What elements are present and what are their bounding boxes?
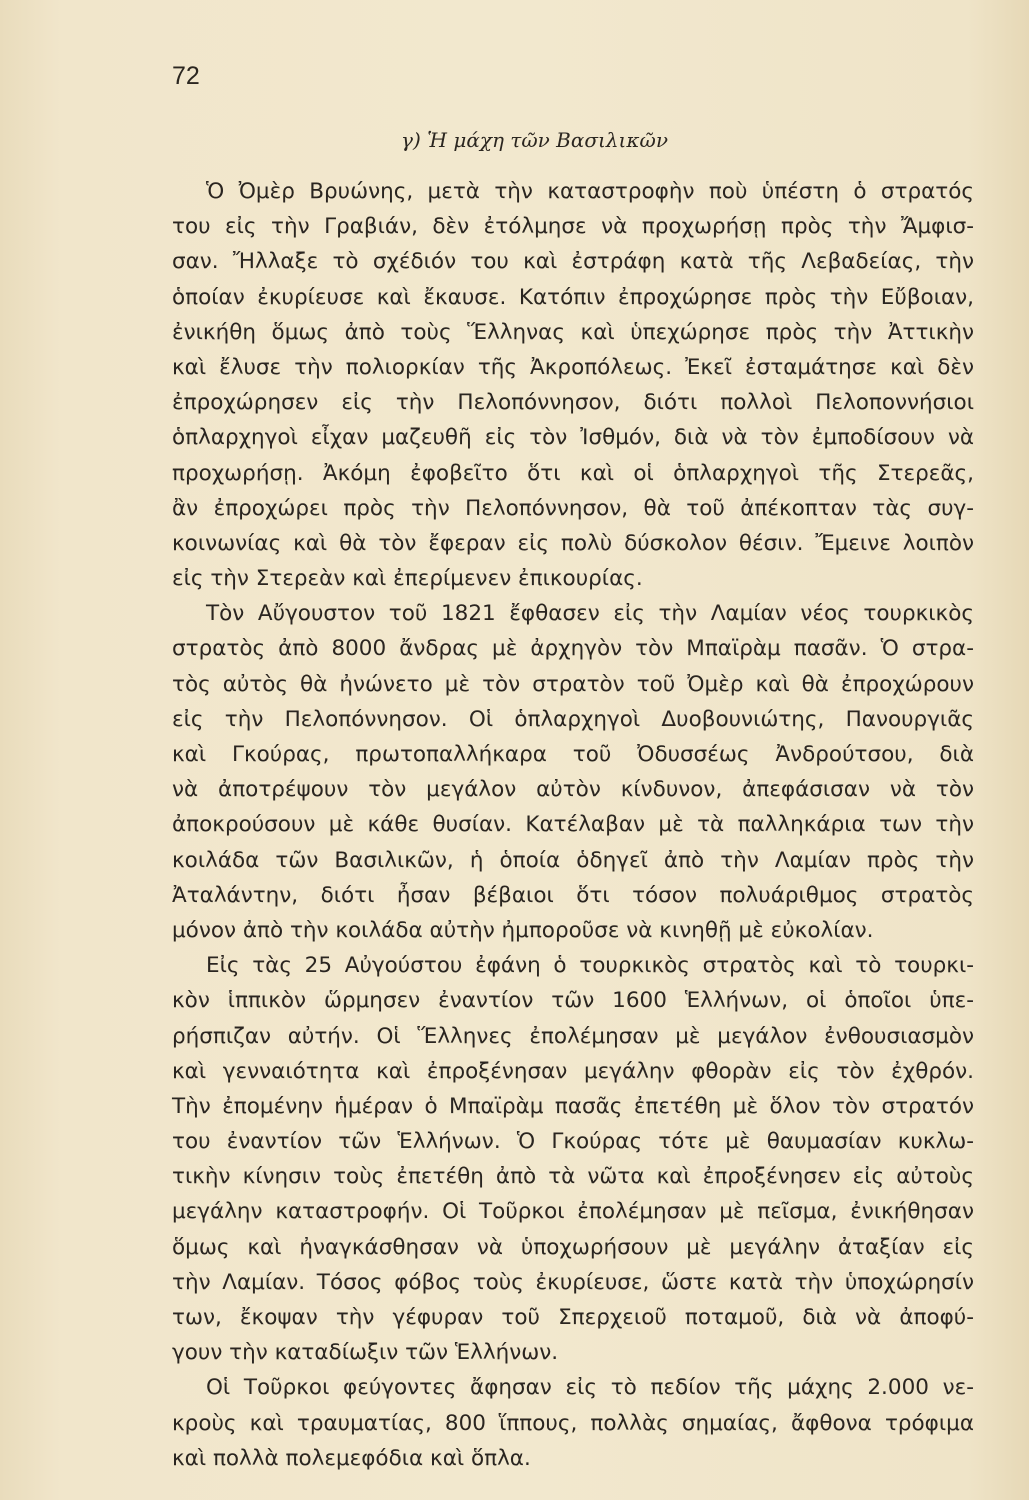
- text-line: ρήσπιζαν αὐτήν. Οἱ Ἕλληνες ἐπολέμησαν μὲ μεγάλον ἐνθουσιασμὸν: [172, 1023, 974, 1049]
- text-line: εἰς τὴν Στερεὰν καὶ ἐπερίμενεν ἐπικουρίας.: [172, 566, 643, 592]
- page-number: 72: [172, 62, 200, 90]
- text-line: κοιλάδα τῶν Βασιλικῶν, ἡ ὁποία ὁδηγεῖ ἀπὸ τὴν Λαμίαν πρὸς τὴν: [172, 847, 974, 873]
- text-line: καὶ πολλὰ πολεμεφόδια καὶ ὅπλα.: [172, 1445, 531, 1471]
- text-line: τικὴν κίνησιν τοὺς ἐπετέθη ἀπὸ τὰ νῶτα καὶ ἐπροξένησεν εἰς αὐτοὺς: [172, 1164, 974, 1190]
- text-line: καὶ ἔλυσε τὴν πολιορκίαν τῆς Ἀκροπόλεως. Ἐκεῖ ἐσταμάτησε καὶ δὲν: [172, 354, 974, 380]
- text-line: του εἰς τὴν Γραβιάν, δὲν ἐτόλμησε νὰ προχωρήσῃ πρὸς τὴν Ἄμφισ-: [172, 214, 974, 240]
- text-line: ἐπροχώρησεν εἰς τὴν Πελοπόννησον, διότι πολλοὶ Πελοποννήσιοι: [172, 390, 974, 416]
- text-line: Τὴν ἐπομένην ἡμέραν ὁ Μπαϊρὰμ πασᾶς ἐπετέθη μὲ ὅλον τὸν στρατόν: [172, 1093, 974, 1119]
- text-line: ὁπλαρχηγοὶ εἶχαν μαζευθῆ εἰς τὸν Ἰσθμόν, διὰ νὰ τὸν ἐμποδίσουν νὰ: [172, 425, 974, 451]
- body-text: [172, 174, 974, 1476]
- text-line: σαν. Ἤλλαξε τὸ σχέδιόν του καὶ ἐστράφη κατὰ τῆς Λεβαδείας, τὴν: [172, 249, 974, 275]
- text-line: τὸς αὐτὸς θὰ ἠνώνετο μὲ τὸν στρατὸν τοῦ Ὀμὲρ καὶ θὰ ἐπροχώρουν: [172, 671, 974, 697]
- text-line: καὶ Γκούρας, πρωτοπαλλήκαρα τοῦ Ὀδυσσέως Ἀνδρούτσου, διὰ: [172, 742, 974, 767]
- text-line: γουν τὴν καταδίωξιν τῶν Ἑλλήνων.: [172, 1340, 559, 1366]
- text-line: μεγάλην καταστροφήν. Οἱ Τοῦρκοι ἐπολέμησαν μὲ πεῖσμα, ἐνικήθησαν: [172, 1199, 974, 1225]
- text-line: μόνον ἀπὸ τὴν κοιλάδα αὐτὴν ἠμποροῦσε νὰ κινηθῇ μὲ εὐκολίαν.: [172, 917, 874, 943]
- text-line: νὰ ἀποτρέψουν τὸν μεγάλον αὐτὸν κίνδυνον, ἀπεφάσισαν νὰ τὸν: [172, 777, 974, 803]
- text-line: Ὁ Ὀμὲρ Βρυώνης, μετὰ τὴν καταστροφὴν ποὺ ὑπέστη ὁ στρατός: [206, 179, 974, 204]
- text-line: κροὺς καὶ τραυματίας, 800 ἵππους, πολλὰς σημαίας, ἄφθονα τρόφιμα: [172, 1410, 974, 1436]
- text-line: Ἀταλάντην, διότι ἦσαν βέβαιοι ὅτι τόσον πολυάριθμος στρατὸς: [172, 882, 974, 908]
- text-line: Εἰς τὰς 25 Αὐγούστου ἐφάνη ὁ τουρκικὸς στρατὸς καὶ τὸ τουρκι-: [206, 953, 974, 979]
- text-line: ἀποκρούσουν μὲ κάθε θυσίαν. Κατέλαβαν μὲ τὰ παλληκάρια των τὴν: [172, 812, 974, 838]
- text-line: των, ἔκοψαν τὴν γέφυραν τοῦ Σπερχειοῦ ποταμοῦ, διὰ νὰ ἀποφύ-: [172, 1305, 974, 1330]
- text-line: καὶ γενναιότητα καὶ ἐπροξένησαν μεγάλην φθορὰν εἰς τὸν ἐχθρόν.: [172, 1058, 974, 1084]
- text-line: ὅμως καὶ ἠναγκάσθησαν νὰ ὑποχωρήσουν μὲ μεγάλην ἀταξίαν εἰς: [172, 1234, 974, 1260]
- text-line: στρατὸς ἀπὸ 8000 ἄνδρας μὲ ἀρχηγὸν τὸν Μπαϊρὰμ πασᾶν. Ὁ στρα-: [172, 636, 974, 662]
- text-line: τὴν Λαμίαν. Τόσος φόβος τοὺς ἐκυρίευσε, ὥστε κατὰ τὴν ὑποχώρησίν: [172, 1269, 974, 1295]
- text-line: προχωρήσῃ. Ἀκόμη ἐφοβεῖτο ὅτι καὶ οἱ ὁπλαρχηγοὶ τῆς Στερεᾶς,: [172, 460, 974, 486]
- text-line: Οἱ Τοῦρκοι φεύγοντες ἄφησαν εἰς τὸ πεδίον τῆς μάχης 2.000 νε-: [206, 1375, 974, 1401]
- text-line: ὁποίαν ἐκυρίευσε καὶ ἔκαυσε. Κατόπιν ἐπροχώρησε πρὸς τὴν Εὔβοιαν,: [172, 284, 974, 310]
- text-line: ἐνικήθη ὅμως ἀπὸ τοὺς Ἕλληνας καὶ ὑπεχώρησε πρὸς τὴν Ἀττικὴν: [172, 319, 974, 345]
- text-line: κοινωνίας καὶ θὰ τὸν ἔφεραν εἰς πολὺ δύσκολον θέσιν. Ἔμεινε λοιπὸν: [172, 530, 974, 556]
- text-line: ἂν ἐπροχώρει πρὸς τὴν Πελοπόννησον, θὰ τοῦ ἀπέκοπταν τὰς συγ-: [172, 495, 974, 521]
- section-heading: γ) Ἡ μάχη τῶν Βασιλικῶν: [401, 128, 668, 152]
- text-line: κὸν ἱππικὸν ὥρμησεν ἐναντίον τῶν 1600 Ἑλλήνων, οἱ ὁποῖοι ὑπε-: [172, 988, 974, 1014]
- text-line: Τὸν Αὔγουστον τοῦ 1821 ἔφθασεν εἰς τὴν Λαμίαν νέος τουρκικὸς: [206, 601, 974, 627]
- text-line: του ἐναντίον τῶν Ἑλλήνων. Ὁ Γκούρας τότε μὲ θαυμασίαν κυκλω-: [172, 1129, 974, 1155]
- text-line: εἰς τὴν Πελοπόννησον. Οἱ ὁπλαρχηγοὶ Δυοβουνιώτης, Πανουργιᾶς: [172, 706, 974, 732]
